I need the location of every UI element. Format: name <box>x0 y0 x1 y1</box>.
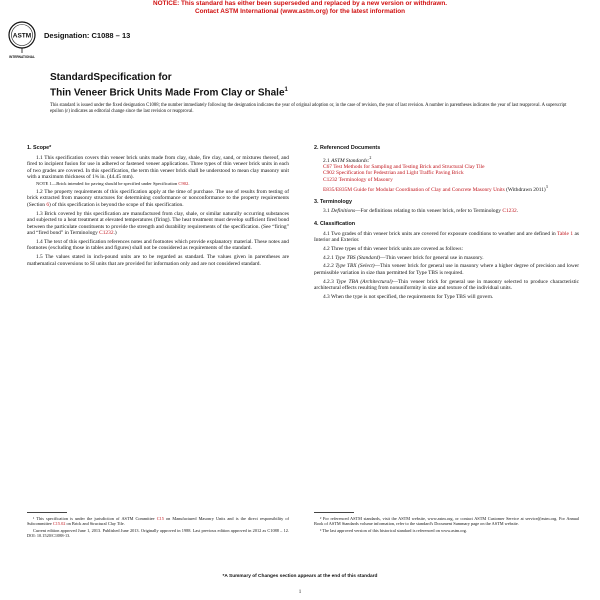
logo-text-top: ASTM <box>12 32 32 40</box>
paragraph-1-3: 1.3 Brick covered by this specification are manufactured from clay, shale, or similar naturally occurring substances and subjected to a heat treatment at elevated temperatures (firing). The heat treatment must develop sufficient fired bond between the particulate constituents to provide the strength and durability requirements of the specification. (See “firing” and “fired bond” in Terminology C1232.) <box>27 210 289 237</box>
title-line-2: Thin Veneer Brick Units Made From Clay or Shale$^1$ <box>50 87 288 99</box>
paragraph-2-1: 2.1 ASTM Standards:$^2$ <box>323 154 372 164</box>
paragraph-1-2: 1.2 The property requirements of this specification apply at the time of purchase. The use of results from testing of brick extracted from masonry structures for determining conformance or nonconformance to the property requirements (Section 6) of this specification is beyond the scope of this specification. <box>27 188 289 208</box>
ref-link-table-1[interactable]: Table 1 <box>557 230 574 237</box>
document-title <box>50 72 550 99</box>
paragraph-4-2-3: 4.2.3 Type TBA (Architectural)—Thin veneer brick for general use in masonry selected to produce characteristic architectural effects resulting from nonuniformity in size and texture of the individual units. <box>314 278 579 292</box>
footnote-divider-right <box>314 512 354 513</box>
summary-of-changes-note: *A Summary of Changes section appears at the end of this standard <box>222 574 378 579</box>
footnotes-left <box>27 516 289 540</box>
ref-item-c902[interactable]: C902 Specification for Pedestrian and Light Traffic Paving Brick <box>323 170 464 177</box>
ref-link-c15-02[interactable]: C15.02 <box>52 521 66 527</box>
paragraph-4-2: 4.2 Three types of thin veneer brick units are covered as follows: <box>323 245 464 252</box>
footnote-marker: 1 <box>284 87 288 93</box>
footnote-2: ² For referenced ASTM standards, visit the ASTM website, www.astm.org, or contact ASTM Customer Service at service@astm.org. For Annual Book of ASTM Standards volume information, refer to the standard's Document Summary page on the ASTM website. <box>314 516 579 527</box>
paragraph-4-2-1: 4.2.1 Type TBS (Standard)—Thin veneer brick for general use in masonry. <box>323 254 484 261</box>
terminology-heading: 3. Terminology <box>314 198 352 205</box>
paragraph-3-1: 3.1 Definitions—For definitions relating to thin veneer brick, refer to Terminology C1232. <box>323 208 519 215</box>
ref-link-c1232-term[interactable]: C1232 <box>502 208 517 215</box>
left-column <box>27 145 289 267</box>
ref-link-section-6[interactable]: 6 <box>46 201 50 208</box>
paragraph-4-3: 4.3 When the type is not specified, the requirements for Type TBS will govern. <box>323 293 494 300</box>
right-column <box>314 145 579 300</box>
designation: Designation: C1088 – 13 <box>44 31 131 40</box>
paragraph-1-1: 1.1 This specification covers thin veneer brick units made from clay, shale, fire clay, sand, or mixtures thereof, and fired to incipient fusion for use in adhered or fastened veneer applications. Three types of thin veneer brick units in each of two grades are covered. In this specification, the term thin veneer brick shall be understood to mean clay masonry unit with a maximum thickness of 1¾ in. (44.45 mm). <box>27 154 289 181</box>
logo-text-bottom: INTERNATIONAL <box>9 55 35 59</box>
ref-item-e835[interactable]: E835/E835M Guide for Modular Coordination of Clay and Concrete Masonry Units (Withdrawn 2011)$^3$ <box>323 183 548 193</box>
footnote-3: ³ The last approved version of this historical standard is referenced on www.astm.org. <box>320 527 468 533</box>
ref-link-c15[interactable]: C15 <box>156 516 164 521</box>
referenced-documents-heading: 2. Referenced Documents <box>314 145 381 151</box>
footnote-divider-left <box>27 512 67 513</box>
astm-logo-icon <box>7 20 37 64</box>
paragraph-4-1: 4.1 Two grades of thin veneer brick units are covered for exposure conditions to weather and are defined in Table 1 as Interior and Exterior. <box>314 230 580 244</box>
footnote-1: ¹ This specification is under the jurisdiction of ASTM Committee C15 on Manufactured Masonry Units and is the direct responsibility of Subcommittee C15.02 on Brick and Structural Clay Tile. <box>27 516 289 527</box>
notice-line-2: Contact ASTM International (www.astm.org) for the latest information <box>194 8 406 15</box>
paragraph-4-2-2: 4.2.2 Type TBX (Select)—Thin veneer brick for general use in masonry where a higher degree of precision and lower permissible variation in size than permitted for Type TBS is required. <box>314 263 579 276</box>
notice-banner <box>0 0 600 16</box>
footnotes-right <box>314 516 579 534</box>
footnote-1-edition: Current edition approved June 1, 2013. Published June 2013. Originally approved in 1988. Last previous edition approved in 2012 as C1088 – 12. DOI: 10.1520/C1088-13. <box>27 527 289 539</box>
notice-line-1: NOTICE: This standard has either been superseded and replaced by a new version or withdrawn. <box>152 0 448 7</box>
scope-heading: 1. Scope* <box>27 145 52 151</box>
ref-link-c1232[interactable]: C1232 <box>99 230 114 237</box>
ref-item-c1232[interactable]: C1232 Terminology of Masonry <box>323 176 393 183</box>
ref-link-c902[interactable]: C902 <box>178 180 189 186</box>
note-1: NOTE 1—Brick intended for paving should be specified under Specification C902. <box>36 180 190 186</box>
intro-paragraph: This standard is issued under the fixed designation C1088; the number immediately following the designation indicates the year of original adoption or, in the case of revision, the year of last revision. A number in parentheses indicates the year of last reapproval. A superscript epsilon (ε) indicates an editorial change since the last revision or reapproval. <box>50 103 567 115</box>
paragraph-1-4: 1.4 The text of this specification references notes and footnotes which provide explanatory material. These notes and footnotes (excluding those in tables and figures) shall not be considered as requirements of the standard. <box>27 238 289 252</box>
classification-heading: 4. Classification <box>314 220 356 227</box>
page-number: 1 <box>298 590 302 595</box>
ref-item-c67[interactable]: C67 Test Methods for Sampling and Testing Brick and Structural Clay Tile <box>323 163 485 170</box>
title-line-1: StandardSpecification for <box>50 72 172 83</box>
paragraph-1-5: 1.5 The values stated in inch-pound units are to be regarded as standard. The values given in parentheses are mathematical conversions to SI units that are provided for information only and are not considered standard. <box>27 254 289 267</box>
